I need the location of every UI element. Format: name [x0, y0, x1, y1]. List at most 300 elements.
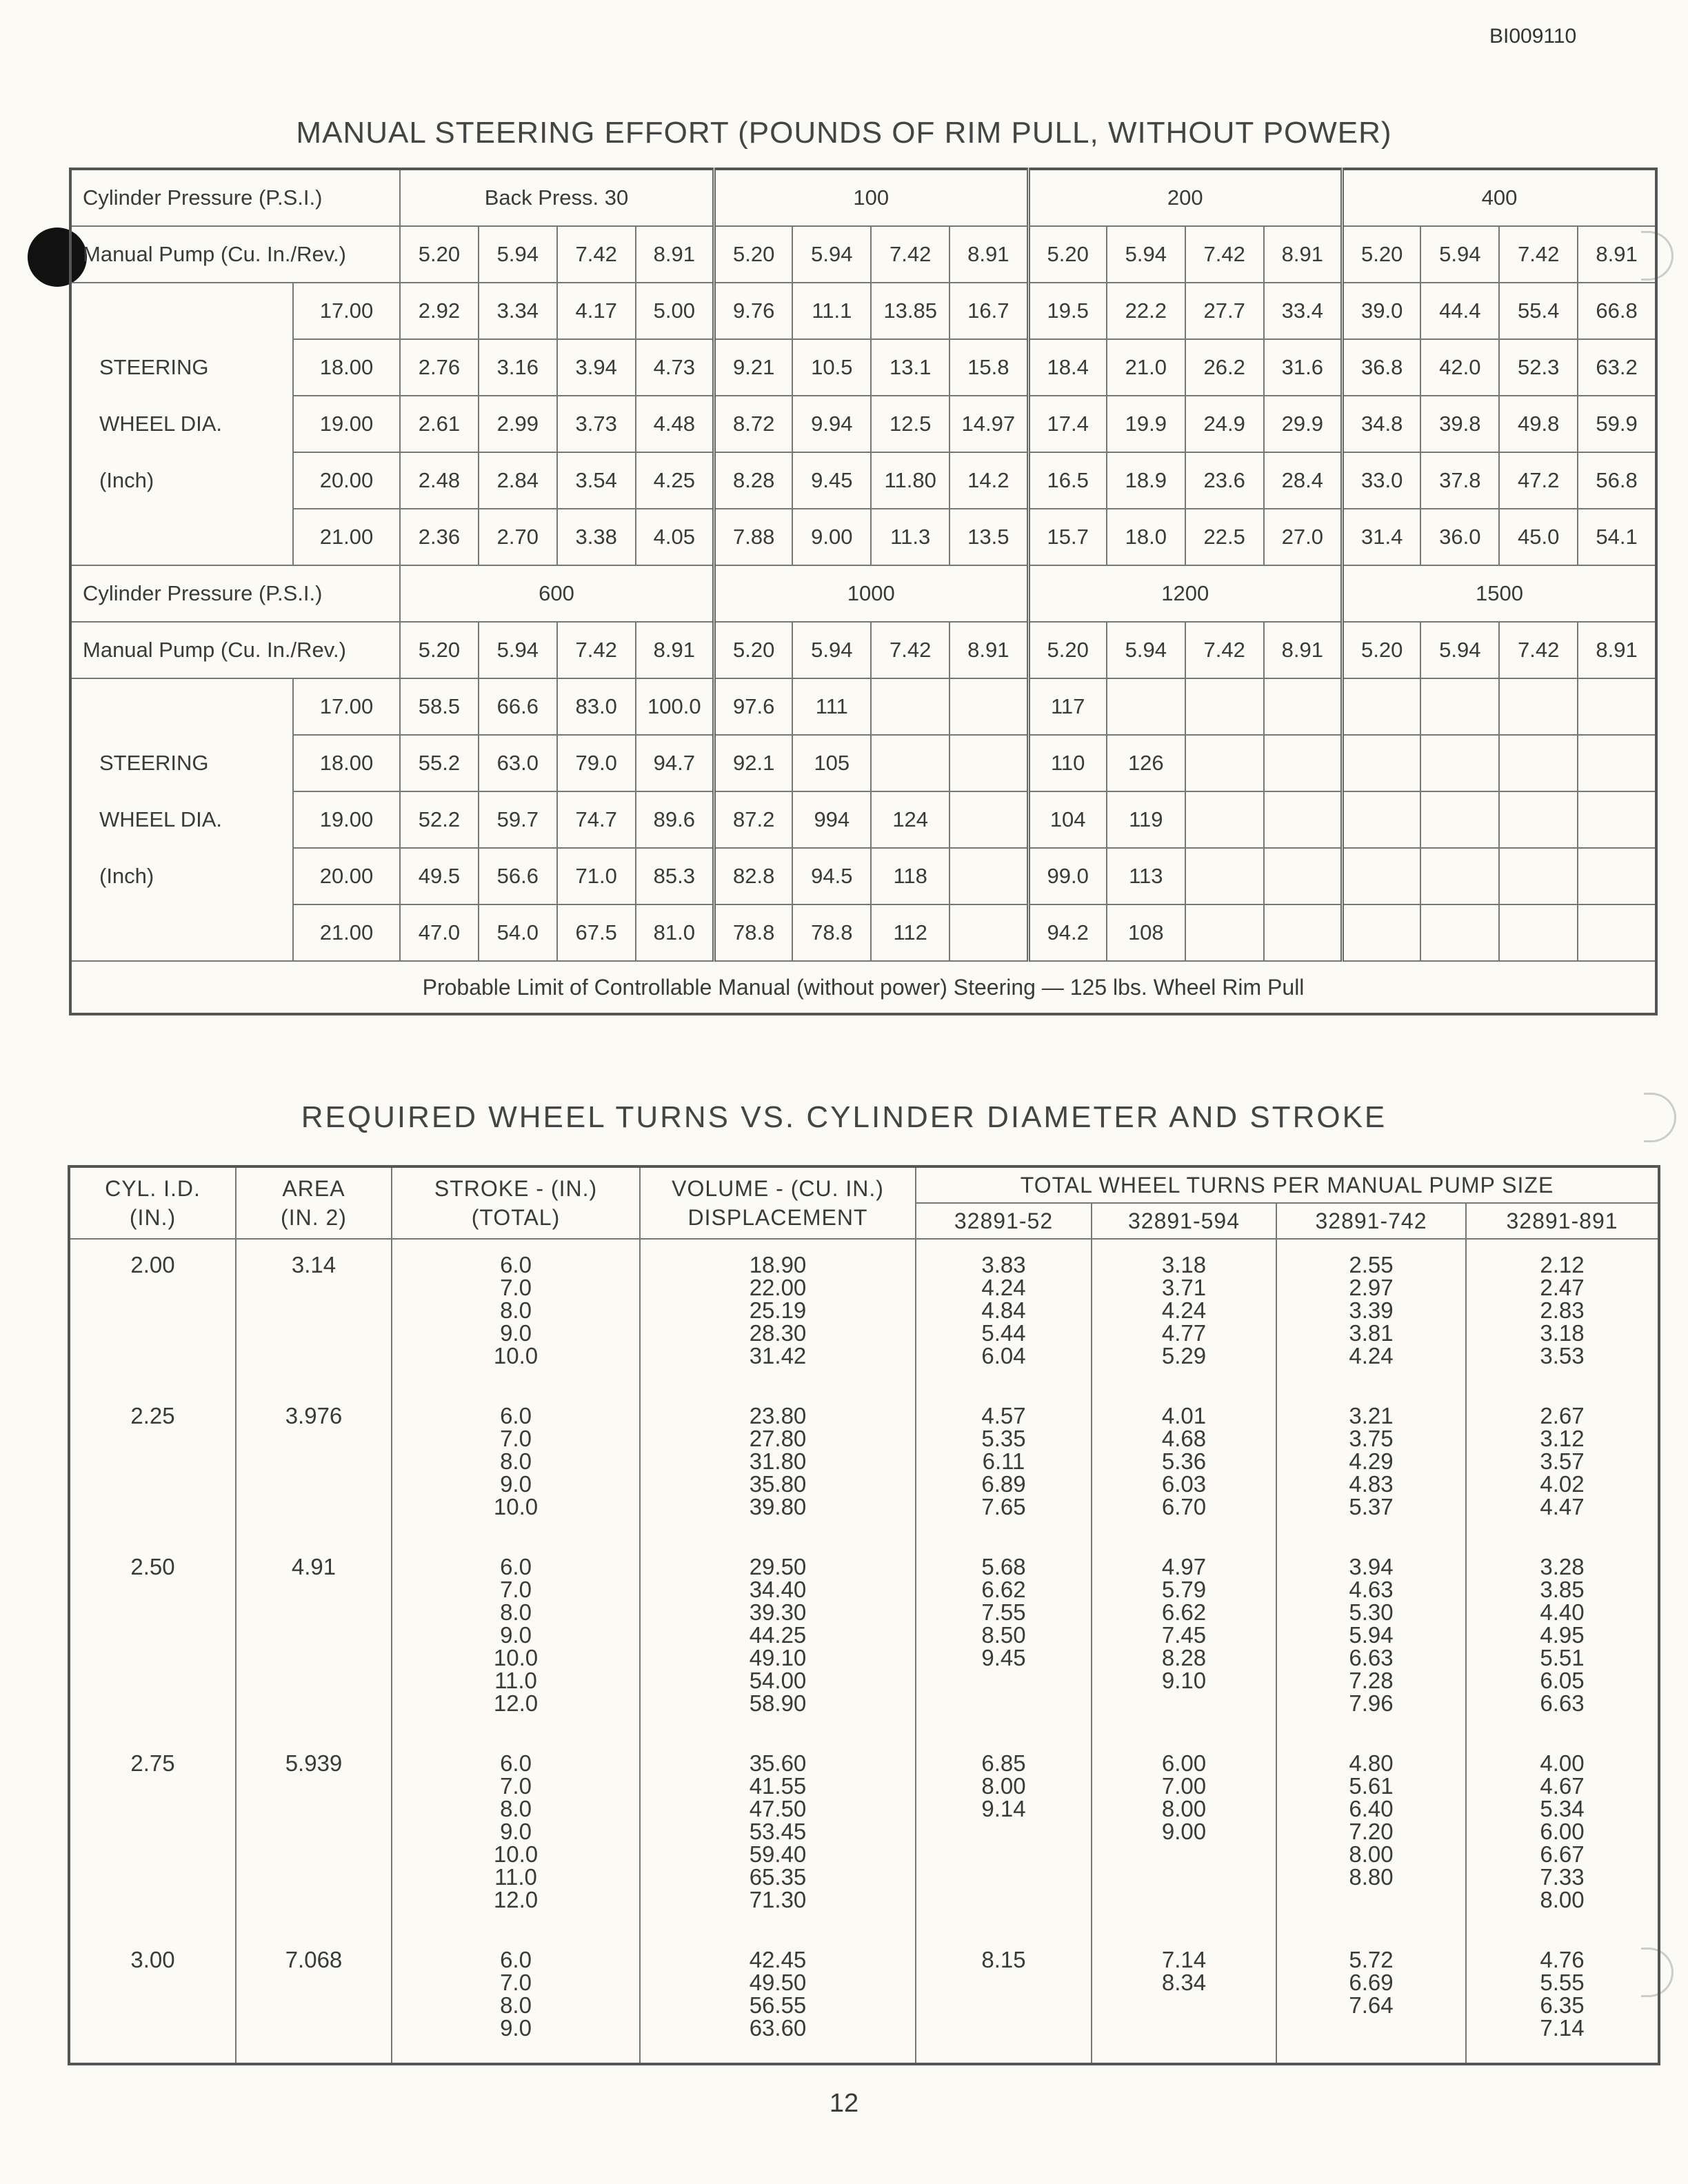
- turns-value: 3.39: [1349, 1297, 1394, 1323]
- pump-size: 8.91: [636, 622, 714, 678]
- pump-size: 7.42: [557, 226, 636, 283]
- pump-size: 5.20: [1343, 226, 1421, 283]
- turns-value: 7.33: [1540, 1864, 1585, 1890]
- turns-value: 4.24: [1161, 1297, 1207, 1323]
- turns-value: 6.0: [500, 1750, 532, 1776]
- wheel-dia-label-line: WHEEL DIA.: [99, 807, 222, 831]
- turns-value: 8.50: [981, 1622, 1026, 1648]
- wheel-dia-label-line: STEERING: [99, 751, 209, 775]
- turns-value: 3.18: [1540, 1320, 1585, 1346]
- turns-cell-p52: [916, 1391, 1092, 1541]
- turns-value: 6.0: [500, 1554, 532, 1579]
- turns-value: 25.19: [749, 1297, 807, 1323]
- effort-cell: [1185, 904, 1264, 961]
- turns-value: 6.11: [982, 1448, 1025, 1474]
- turns-cell-p594: [1092, 1239, 1276, 1391]
- effort-cell: [1578, 904, 1656, 961]
- pressure-value: 200: [1028, 169, 1343, 226]
- turns-value: 6.00: [1540, 1819, 1585, 1844]
- pressure-label: Cylinder Pressure (P.S.I.): [70, 565, 400, 622]
- effort-cell: 119: [1107, 791, 1185, 848]
- effort-cell: [1420, 791, 1499, 848]
- turns-value: 31.80: [749, 1448, 807, 1474]
- pump-row: [70, 226, 1656, 283]
- effort-cell: 111: [792, 678, 871, 735]
- turns-value: 6.70: [1161, 1494, 1207, 1519]
- turns-value: 6.35: [1540, 1992, 1585, 2018]
- turns-value: 7.14: [1540, 2015, 1585, 2041]
- turns-value: 54.00: [749, 1668, 807, 1693]
- col-header-pump: 32891-52: [916, 1203, 1092, 1239]
- turns-cell-p594: [1092, 1391, 1276, 1541]
- document-id: BI009110: [1489, 25, 1577, 48]
- turns-value: 9.0: [500, 1622, 532, 1648]
- wheel-dia: 19.00: [293, 791, 400, 848]
- turns-value: 4.91: [291, 1554, 336, 1579]
- turns-cell-p742: [1276, 1934, 1466, 2064]
- turns-value: 6.85: [981, 1750, 1026, 1776]
- turns-value: 8.28: [1161, 1645, 1207, 1670]
- col-header-pump: 32891-891: [1466, 1203, 1659, 1239]
- turns-value: 4.57: [981, 1403, 1026, 1428]
- turns-cell-stroke: [392, 1391, 640, 1541]
- effort-cell: 11.1: [792, 283, 871, 339]
- col-header-total-turns: TOTAL WHEEL TURNS PER MANUAL PUMP SIZE: [916, 1166, 1659, 1203]
- turns-cell-p742: [1276, 1738, 1466, 1934]
- effort-cell: 33.0: [1343, 452, 1421, 509]
- effort-cell: 37.8: [1420, 452, 1499, 509]
- turns-value: 3.81: [1349, 1320, 1394, 1346]
- turns-value: 3.83: [981, 1252, 1026, 1277]
- pump-size: 8.91: [636, 226, 714, 283]
- pump-size: 7.42: [871, 622, 950, 678]
- pump-size: 8.91: [950, 622, 1028, 678]
- turns-value: 9.14: [981, 1796, 1026, 1821]
- turns-value: 6.62: [1161, 1599, 1207, 1625]
- turns-value: 3.94: [1349, 1554, 1394, 1579]
- effort-cell: 12.5: [871, 396, 950, 452]
- effort-cell: 82.8: [714, 848, 793, 904]
- effort-cell: 89.6: [636, 791, 714, 848]
- effort-cell: 47.2: [1499, 452, 1578, 509]
- effort-cell: 23.6: [1185, 452, 1264, 509]
- effort-row: [70, 791, 1656, 848]
- effort-cell: 83.0: [557, 678, 636, 735]
- effort-cell: 2.84: [479, 452, 557, 509]
- effort-cell: 39.0: [1343, 283, 1421, 339]
- turns-cell-p742: [1276, 1239, 1466, 1391]
- turns-group-row: [69, 1391, 1659, 1541]
- turns-value: 6.63: [1540, 1690, 1585, 1716]
- effort-cell: 2.70: [479, 509, 557, 565]
- turns-value: 3.00: [130, 1947, 175, 1972]
- turns-value: 2.75: [130, 1750, 175, 1776]
- effort-cell: 13.5: [950, 509, 1028, 565]
- turns-value: 4.68: [1161, 1426, 1207, 1451]
- turns-cell-area: [236, 1934, 392, 2064]
- turns-value: 6.67: [1540, 1841, 1585, 1867]
- effort-cell: 22.5: [1185, 509, 1264, 565]
- turns-value: 8.0: [500, 1448, 532, 1474]
- effort-cell: 110: [1028, 735, 1107, 791]
- turns-value: 4.00: [1540, 1750, 1585, 1776]
- effort-cell: 126: [1107, 735, 1185, 791]
- turns-value: 10.0: [493, 1841, 539, 1867]
- wheel-dia-label-line: STEERING: [99, 355, 209, 379]
- turns-cell-p891: [1466, 1934, 1659, 2064]
- turns-value: 9.0: [500, 2015, 532, 2041]
- turns-cell-cyl: [69, 1541, 236, 1738]
- effort-cell: 87.2: [714, 791, 793, 848]
- effort-cell: 16.5: [1028, 452, 1107, 509]
- note: Probable Limit of Controllable Manual (without power) Steering — 125 lbs. Wheel Rim Pull: [70, 961, 1656, 1014]
- effort-cell: 33.4: [1264, 283, 1343, 339]
- turns-value: 6.40: [1349, 1796, 1394, 1821]
- pressure-value: 400: [1343, 169, 1657, 226]
- turns-cell-cyl: [69, 1934, 236, 2064]
- turns-value: 5.94: [1349, 1622, 1394, 1648]
- turns-table-title: REQUIRED WHEEL TURNS VS. CYLINDER DIAMETER AND STROKE: [301, 1100, 1387, 1134]
- turns-value: 4.40: [1540, 1599, 1585, 1625]
- turns-value: 5.36: [1161, 1448, 1207, 1474]
- pressure-row: [70, 565, 1656, 622]
- turns-value: 5.29: [1161, 1343, 1207, 1368]
- effort-cell: 11.80: [871, 452, 950, 509]
- effort-cell: 21.0: [1107, 339, 1185, 396]
- effort-cell: [1264, 848, 1343, 904]
- pump-size: 5.94: [1107, 226, 1185, 283]
- turns-cell-p891: [1466, 1391, 1659, 1541]
- effort-cell: 71.0: [557, 848, 636, 904]
- turns-value: 4.29: [1349, 1448, 1394, 1474]
- effort-cell: 15.7: [1028, 509, 1107, 565]
- steering-effort-table: [69, 168, 1658, 1015]
- turns-value: 3.12: [1540, 1426, 1585, 1451]
- turns-value: 7.28: [1349, 1668, 1394, 1693]
- turns-value: 2.50: [130, 1554, 175, 1579]
- turns-value: 4.83: [1349, 1471, 1394, 1497]
- effort-cell: [1578, 735, 1656, 791]
- effort-cell: [1264, 791, 1343, 848]
- turns-value: 7.00: [1161, 1773, 1207, 1799]
- effort-cell: 124: [871, 791, 950, 848]
- effort-cell: 13.1: [871, 339, 950, 396]
- turns-value: 59.40: [749, 1841, 807, 1867]
- effort-cell: 66.6: [479, 678, 557, 735]
- effort-cell: 54.1: [1578, 509, 1656, 565]
- effort-row: [70, 678, 1656, 735]
- turns-value: 28.30: [749, 1320, 807, 1346]
- turns-value: 4.63: [1349, 1577, 1394, 1602]
- effort-cell: 58.5: [400, 678, 479, 735]
- turns-value: 8.0: [500, 1992, 532, 2018]
- pump-size: 7.42: [1499, 226, 1578, 283]
- effort-cell: 16.7: [950, 283, 1028, 339]
- turns-value: 71.30: [749, 1887, 807, 1912]
- effort-cell: 104: [1028, 791, 1107, 848]
- effort-cell: [871, 678, 950, 735]
- turns-cell-volume: [640, 1934, 916, 2064]
- turns-value: 5.79: [1161, 1577, 1207, 1602]
- effort-cell: [1264, 904, 1343, 961]
- turns-value: 6.0: [500, 1403, 532, 1428]
- pump-size: 5.20: [400, 226, 479, 283]
- effort-cell: 18.4: [1028, 339, 1107, 396]
- effort-row: [70, 904, 1656, 961]
- pump-size: 7.42: [1185, 622, 1264, 678]
- turns-cell-p52: [916, 1541, 1092, 1738]
- turns-value: 2.97: [1349, 1275, 1394, 1300]
- col-header-pump: 32891-594: [1092, 1203, 1276, 1239]
- effort-cell: 11.3: [871, 509, 950, 565]
- turns-group-row: [69, 1239, 1659, 1391]
- turns-value: 3.71: [1161, 1275, 1207, 1300]
- wheel-dia: 21.00: [293, 904, 400, 961]
- turns-value: 8.15: [981, 1947, 1026, 1972]
- effort-cell: 44.4: [1420, 283, 1499, 339]
- pump-label: Manual Pump (Cu. In./Rev.): [70, 226, 400, 283]
- effort-cell: 31.6: [1264, 339, 1343, 396]
- pump-size: 7.42: [1499, 622, 1578, 678]
- effort-cell: [1343, 735, 1421, 791]
- turns-value: 4.80: [1349, 1750, 1394, 1776]
- turns-value: 4.76: [1540, 1947, 1585, 1972]
- effort-cell: 4.73: [636, 339, 714, 396]
- effort-cell: 3.16: [479, 339, 557, 396]
- turns-value: 7.0: [500, 1773, 532, 1799]
- effort-row: [70, 848, 1656, 904]
- effort-cell: 27.0: [1264, 509, 1343, 565]
- turns-value: 4.67: [1540, 1773, 1585, 1799]
- turns-value: 18.90: [749, 1252, 807, 1277]
- turns-cell-area: [236, 1541, 392, 1738]
- effort-cell: 5.00: [636, 283, 714, 339]
- turns-cell-stroke: [392, 1738, 640, 1934]
- turns-cell-volume: [640, 1391, 916, 1541]
- pump-size: 8.91: [1578, 622, 1656, 678]
- effort-cell: 14.2: [950, 452, 1028, 509]
- turns-cell-p52: [916, 1934, 1092, 2064]
- turns-value: 2.83: [1540, 1297, 1585, 1323]
- effort-cell: 79.0: [557, 735, 636, 791]
- effort-cell: 2.48: [400, 452, 479, 509]
- effort-cell: 3.34: [479, 283, 557, 339]
- turns-value: 5.939: [285, 1750, 343, 1776]
- turns-value: 6.0: [500, 1947, 532, 1972]
- effort-cell: 2.36: [400, 509, 479, 565]
- pump-size: 5.20: [714, 226, 793, 283]
- pump-size: 7.42: [1185, 226, 1264, 283]
- effort-cell: 112: [871, 904, 950, 961]
- effort-cell: 99.0: [1028, 848, 1107, 904]
- turns-cell-stroke: [392, 1934, 640, 2064]
- effort-cell: 22.2: [1107, 283, 1185, 339]
- turns-value: 7.0: [500, 1577, 532, 1602]
- effort-cell: 3.54: [557, 452, 636, 509]
- turns-value: 47.50: [749, 1796, 807, 1821]
- turns-value: 53.45: [749, 1819, 807, 1844]
- turns-value: 34.40: [749, 1577, 807, 1602]
- pump-size: 5.94: [479, 622, 557, 678]
- turns-cell-p891: [1466, 1541, 1659, 1738]
- pump-size: 8.91: [950, 226, 1028, 283]
- effort-cell: [871, 735, 950, 791]
- turns-value: 8.34: [1161, 1970, 1207, 1995]
- effort-cell: 55.2: [400, 735, 479, 791]
- effort-cell: [1343, 678, 1421, 735]
- turns-value: 10.0: [493, 1343, 539, 1368]
- turns-value: 44.25: [749, 1622, 807, 1648]
- turns-value: 8.00: [1540, 1887, 1585, 1912]
- wheel-dia: 20.00: [293, 848, 400, 904]
- effort-row: [70, 735, 1656, 791]
- effort-cell: 67.5: [557, 904, 636, 961]
- turns-value: 8.00: [1349, 1841, 1394, 1867]
- effort-cell: 31.4: [1343, 509, 1421, 565]
- turns-value: 6.69: [1349, 1970, 1394, 1995]
- effort-cell: 92.1: [714, 735, 793, 791]
- wheel-dia: 17.00: [293, 283, 400, 339]
- effort-cell: 994: [792, 791, 871, 848]
- effort-row: [70, 396, 1656, 452]
- pressure-label: Cylinder Pressure (P.S.I.): [70, 169, 400, 226]
- turns-value: 5.44: [981, 1320, 1026, 1346]
- turns-value: 6.89: [981, 1471, 1026, 1497]
- effort-cell: 52.2: [400, 791, 479, 848]
- turns-value: 41.55: [749, 1773, 807, 1799]
- effort-cell: [1420, 848, 1499, 904]
- turns-value: 12.0: [493, 1887, 539, 1912]
- turns-value: 6.05: [1540, 1668, 1585, 1693]
- turns-value: 11.0: [494, 1864, 537, 1890]
- effort-cell: [1185, 735, 1264, 791]
- pump-size: 5.94: [792, 226, 871, 283]
- effort-cell: [1499, 848, 1578, 904]
- wheel-dia: 21.00: [293, 509, 400, 565]
- col-header-volume: VOLUME - (CU. IN.) DISPLACEMENT: [640, 1166, 916, 1239]
- wheel-dia: 19.00: [293, 396, 400, 452]
- effort-cell: 105: [792, 735, 871, 791]
- effort-cell: 2.76: [400, 339, 479, 396]
- turns-value: 9.00: [1161, 1819, 1207, 1844]
- turns-value: 10.0: [493, 1494, 539, 1519]
- turns-value: 65.35: [749, 1864, 807, 1890]
- turns-value: 6.04: [981, 1343, 1026, 1368]
- turns-value: 2.55: [1349, 1252, 1394, 1277]
- effort-cell: 15.8: [950, 339, 1028, 396]
- effort-cell: 2.61: [400, 396, 479, 452]
- effort-cell: 34.8: [1343, 396, 1421, 452]
- effort-cell: 4.17: [557, 283, 636, 339]
- effort-cell: 97.6: [714, 678, 793, 735]
- turns-value: 5.37: [1349, 1494, 1394, 1519]
- turns-value: 5.72: [1349, 1947, 1394, 1972]
- turns-cell-p742: [1276, 1391, 1466, 1541]
- turns-cell-volume: [640, 1738, 916, 1934]
- turns-value: 4.97: [1161, 1554, 1207, 1579]
- turns-value: 8.00: [981, 1773, 1026, 1799]
- effort-cell: 24.9: [1185, 396, 1264, 452]
- effort-cell: 27.7: [1185, 283, 1264, 339]
- effort-cell: 56.6: [479, 848, 557, 904]
- effort-cell: 36.8: [1343, 339, 1421, 396]
- turns-value: 7.96: [1349, 1690, 1394, 1716]
- turns-value: 7.0: [500, 1275, 532, 1300]
- effort-cell: [1420, 904, 1499, 961]
- turns-value: 9.10: [1161, 1668, 1207, 1693]
- effort-cell: 56.8: [1578, 452, 1656, 509]
- turns-value: 31.42: [749, 1343, 807, 1368]
- turns-cell-cyl: [69, 1391, 236, 1541]
- effort-cell: 9.76: [714, 283, 793, 339]
- effort-cell: [1185, 848, 1264, 904]
- effort-cell: 63.0: [479, 735, 557, 791]
- effort-cell: 100.0: [636, 678, 714, 735]
- effort-row: [70, 283, 1656, 339]
- wheel-dia-label: [70, 678, 293, 961]
- turns-value: 23.80: [749, 1403, 807, 1428]
- effort-cell: 8.28: [714, 452, 793, 509]
- turns-value: 4.77: [1161, 1320, 1207, 1346]
- effort-cell: [1420, 735, 1499, 791]
- turns-value: 4.95: [1540, 1622, 1585, 1648]
- col-header-pump: 32891-742: [1276, 1203, 1466, 1239]
- turns-value: 4.24: [981, 1275, 1026, 1300]
- effort-cell: 94.5: [792, 848, 871, 904]
- turns-value: 5.61: [1349, 1773, 1394, 1799]
- col-header-area: AREA (IN. 2): [236, 1166, 392, 1239]
- turns-value: 58.90: [749, 1690, 807, 1716]
- wheel-dia-label-line: (Inch): [99, 864, 154, 888]
- turns-value: 9.0: [500, 1320, 532, 1346]
- effort-cell: [1499, 735, 1578, 791]
- effort-cell: [1343, 791, 1421, 848]
- turns-value: 4.02: [1540, 1471, 1585, 1497]
- turns-group-row: [69, 1541, 1659, 1738]
- turns-value: 49.10: [749, 1645, 807, 1670]
- turns-cell-stroke: [392, 1239, 640, 1391]
- effort-cell: 49.5: [400, 848, 479, 904]
- wheel-dia: 18.00: [293, 735, 400, 791]
- turns-value: 22.00: [749, 1275, 807, 1300]
- effort-cell: 4.05: [636, 509, 714, 565]
- effort-cell: 26.2: [1185, 339, 1264, 396]
- turns-value: 3.28: [1540, 1554, 1585, 1579]
- turns-value: 6.63: [1349, 1645, 1394, 1670]
- turns-value: 5.30: [1349, 1599, 1394, 1625]
- turns-value: 3.21: [1349, 1403, 1394, 1428]
- effort-cell: 39.8: [1420, 396, 1499, 452]
- turns-cell-p891: [1466, 1239, 1659, 1391]
- effort-row: [70, 509, 1656, 565]
- turns-cell-p891: [1466, 1738, 1659, 1934]
- effort-cell: 36.0: [1420, 509, 1499, 565]
- effort-cell: 63.2: [1578, 339, 1656, 396]
- effort-cell: [1264, 735, 1343, 791]
- pump-size: 5.20: [1028, 226, 1107, 283]
- effort-cell: [1343, 904, 1421, 961]
- turns-value: 7.55: [981, 1599, 1026, 1625]
- effort-cell: 49.8: [1499, 396, 1578, 452]
- turns-value: 49.50: [749, 1970, 807, 1995]
- effort-cell: 81.0: [636, 904, 714, 961]
- turns-value: 4.24: [1349, 1343, 1394, 1368]
- effort-cell: 42.0: [1420, 339, 1499, 396]
- turns-value: 7.0: [500, 1970, 532, 1995]
- turns-value: 2.12: [1540, 1252, 1585, 1277]
- effort-cell: 45.0: [1499, 509, 1578, 565]
- pump-size: 7.42: [557, 622, 636, 678]
